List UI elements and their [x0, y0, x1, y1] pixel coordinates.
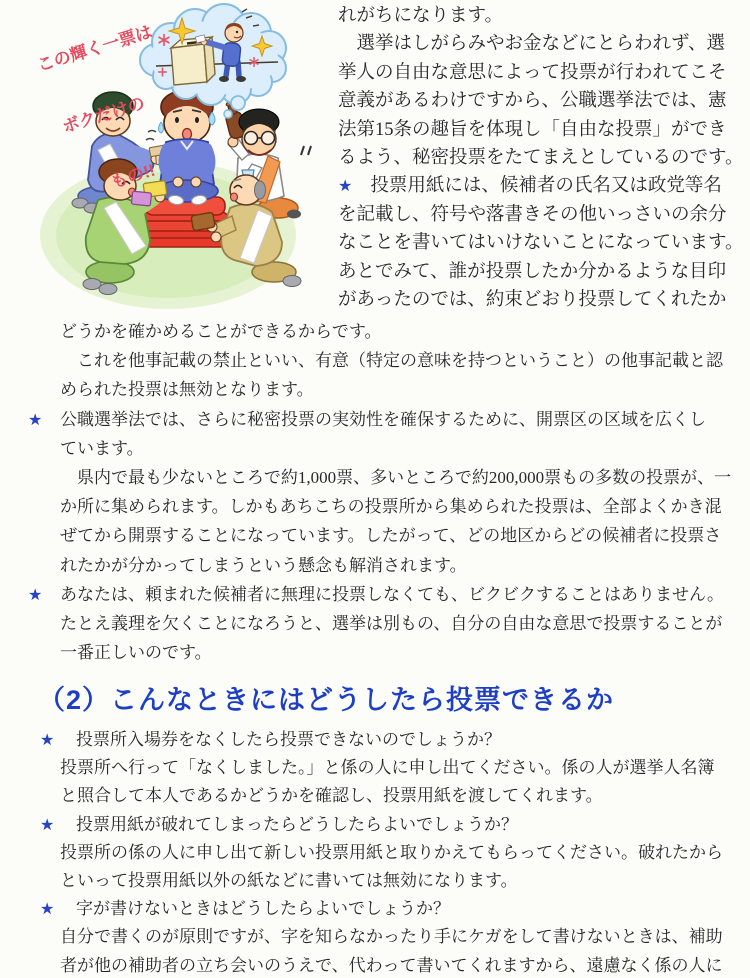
line-text: 法第15条の趣旨を体現し「自由な投票」ができ [338, 119, 727, 140]
line-text: められた投票は無効となります。 [60, 380, 314, 400]
text-line [60, 923, 748, 951]
text-line [60, 463, 748, 492]
star-bullet-icon: ★ [40, 814, 55, 834]
star-bullet-icon: ★ [338, 176, 353, 196]
text-line [60, 375, 748, 404]
text-line [338, 229, 750, 257]
text-line [60, 434, 748, 463]
text-line [338, 59, 750, 87]
line-text: を記載し、符号や落書きその他いっさいの余分 [338, 204, 727, 225]
line-text: れたかが分かってしまうという懸念も解消されます。 [60, 555, 467, 575]
star-bullet-icon: ★ [28, 409, 43, 429]
bullet-text-line [40, 726, 748, 754]
text-line [60, 867, 748, 895]
text-line [338, 2, 750, 30]
line-text: れがちになります。 [338, 6, 504, 26]
section-heading: （2）こんなときにはどうしたら投票できるか [38, 685, 615, 715]
line-text: たとえ義理を欠くことになろうと、選挙は別もの、自分の自由な意思で投票することが [60, 613, 723, 633]
line-text: 自分で書くのが原則ですが、字を知らなかったり手にケガをして書けないときは、補助 [60, 927, 723, 947]
line-text: ています。 [60, 438, 144, 458]
line-text: 県内で最も少ないところで約1,000票、多いところで約200,000票もの多数の投票が、一 [60, 467, 732, 487]
text-line [60, 317, 748, 346]
star-bullet-icon: ★ [40, 730, 55, 749]
text-line [338, 258, 750, 286]
line-text: 投票用紙が破れてしまったらどうしたらよいでしょうか？ [76, 814, 518, 834]
line-text: あなたは、頼まれた候補者に無理に投票しなくても、ビクビクすることはありません。 [60, 584, 725, 604]
text-line [338, 116, 750, 144]
right-text-column [338, 2, 750, 314]
text-line [60, 638, 748, 667]
bullet-text-line [28, 580, 748, 609]
caption-line: この輝く一票は [35, 22, 155, 76]
text-line [60, 839, 748, 867]
line-text: あとでみて、誰が投票したか分かるような目印 [338, 261, 727, 282]
text-line [60, 521, 748, 550]
text-line [60, 346, 748, 375]
caption-line: ボクだけの [60, 93, 148, 138]
text-line [338, 286, 750, 314]
caption-line: もの!! [108, 160, 158, 192]
line-text: 投票用紙には、候補者の氏名又は政党等名 [370, 176, 722, 197]
text-line [60, 609, 748, 638]
text-line [60, 754, 748, 782]
line-text: 投票所へ行って「なくしました。」と係の人に申し出てください。係の人が選挙人名簿 [60, 758, 715, 778]
bullet-text-line [28, 405, 748, 434]
star-bullet-icon: ★ [28, 584, 43, 604]
line-text: 公職選挙法では、さらに秘密投票の実効性を確保するために、開票区の区域を広くし [60, 409, 706, 429]
line-text: なことを書いてはいけないことになっています。 [338, 233, 744, 254]
line-text: ぜてから開票することになっています。したがって、どの地区からどの候補者に投票さ [60, 526, 722, 546]
qa-section [40, 726, 748, 978]
line-text: 投票所入場券をなくしたら投票できないのでしょうか？ [76, 730, 501, 749]
line-text: 者が他の補助者の立ち会いのうえで、代わって書いてくれますから、遠慮なく係の人に [60, 955, 723, 975]
line-text: 投票所の係の人に申し出て新しい投票用紙と取りかえてもらってください。破れたから [60, 842, 723, 862]
line-text: るよう、秘密投票をたてまえとしているのです。 [338, 147, 744, 168]
text-line [338, 201, 750, 229]
bullet-text-line [40, 811, 748, 839]
line-text: といって投票用紙以外の紙などに書いては無効になります。 [60, 870, 518, 890]
line-text: 字が書けないときはどうしたらよいでしょうか？ [76, 899, 450, 919]
secret-ballot-section [28, 317, 748, 667]
line-text: 選挙はしがらみやお金などにとらわれず、選 [338, 34, 726, 55]
line-text: これを他事記載の禁止といい、有意（特定の意味を持つということ）の他事記載と認 [60, 351, 723, 371]
text-line [338, 30, 750, 58]
line-text: か所に集められます。しかもあちこちの投票所から集められた投票は、全部よくかき混 [60, 497, 722, 517]
text-line [60, 782, 748, 810]
line-text: 挙人の自由な意思によって投票が行われてこそ [338, 62, 727, 83]
line-text: と照合して本人であるかどうかを確認し、投票用紙を渡してくれます。 [60, 786, 603, 806]
text-line [60, 952, 748, 978]
text-line [60, 551, 748, 580]
line-text: 意義があるわけですから、公職選挙法では、憲 [338, 91, 727, 112]
line-text: どうかを確かめることができるからです。 [60, 322, 382, 341]
star-bullet-icon: ★ [40, 899, 55, 919]
text-line [338, 87, 750, 115]
text-line [60, 492, 748, 521]
bullet-text-line [40, 895, 748, 923]
line-text: 一番正しいのです。 [60, 643, 212, 663]
text-line [338, 144, 750, 172]
bullet-text-line [338, 172, 750, 200]
line-text: があったのでは、約束どおり投票してくれたか [338, 289, 727, 310]
